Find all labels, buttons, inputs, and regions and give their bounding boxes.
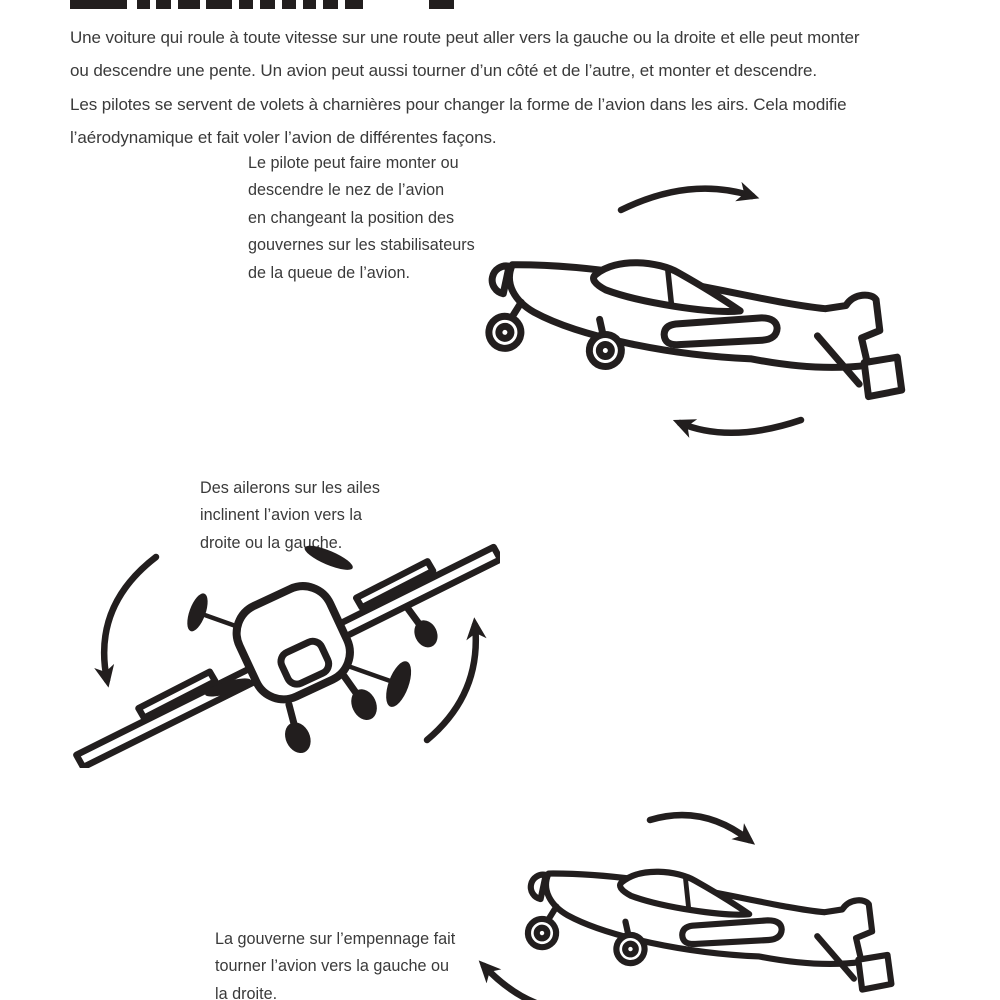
curved-arrow-up-left-bottom-icon [476,956,572,1000]
caption-line: gouvernes sur les stabilisateurs [248,236,475,255]
intro-line: Une voiture qui roule à toute vitesse sur une route peut aller vers la gauche ou la droite et elle peut monter [70,28,860,47]
caption-line: la droite. [215,984,278,1000]
caption-line: inclinent l’avion vers la [200,506,362,525]
intro-line: l’aérodynamique et fait voler l’avion de différentes façons. [70,128,497,148]
curved-arrow-counterclockwise-bottom-icon [668,408,808,450]
curved-arrow-up-right-icon [418,616,490,748]
curved-arrow-clockwise-top-icon [614,172,772,220]
caption-yaw [215,926,455,1000]
caption-line: droite ou la gauche. [200,533,343,552]
caption-line: Des ailerons sur les ailes [200,479,380,497]
caption-line: de la queue de l’avion. [248,263,411,282]
curved-arrow-right-top-icon [645,806,757,852]
cropped-page-title-remnant [70,0,454,9]
intro-paragraph [70,21,859,155]
caption-line: en changeant la position des [248,208,455,227]
caption-line: descendre le nez de l’avion [248,181,445,200]
intro-line: Les pilotes se servent de volets à charnières pour changer la forme de l’avion dans les airs. Cela modifie [70,94,847,114]
pitch-plane-side-view-drawing [462,238,918,422]
caption-pitch [248,150,475,287]
intro-line: ou descendre une pente. Un avion peut aussi tourner d’un côté et de l’autre, et monter et descendre. [70,61,817,81]
caption-line: Le pilote peut faire monter ou [248,154,459,172]
caption-line: tourner l’avion vers la gauche ou [215,957,449,976]
caption-line: La gouverne sur l’empennage fait [215,930,456,948]
